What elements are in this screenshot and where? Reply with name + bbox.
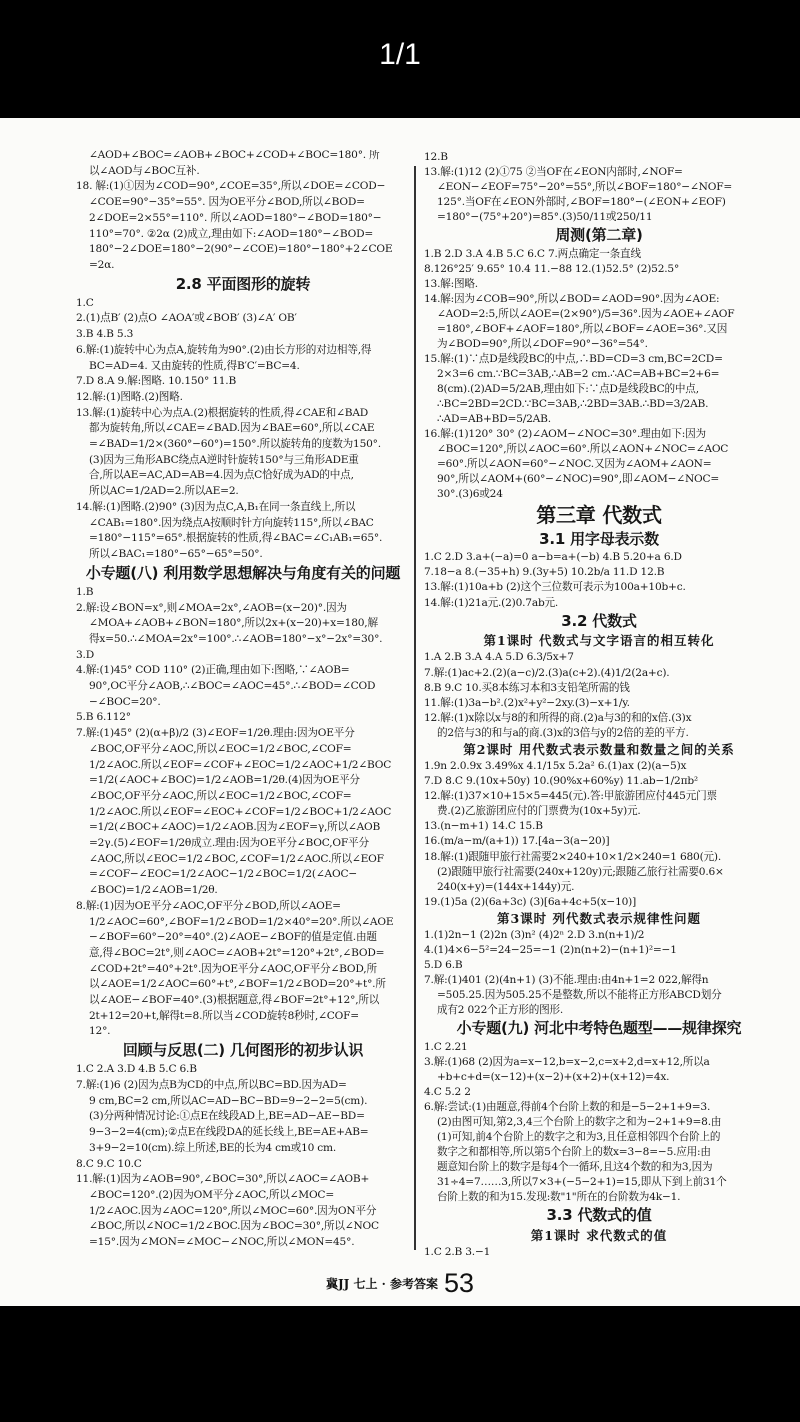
answer-line: ∠AOD+∠BOC=∠AOB+∠BOC+∠COD+∠BOC=180°. 所 [89,150,380,161]
answer-line: ∠EON−∠EOF=75°−20°=55°,所以∠BOF=180°−∠NOF= [437,181,733,194]
answer-line: 4.C 5.2 2 [424,1086,471,1099]
answer-line: 14.解:(1)21a元.(2)0.7ab元. [424,596,559,609]
answer-line: 19.(1)5a (2)(6a+3c) (3)[6a+4c+5(x−10)] [424,895,637,908]
answer-line: 18. 解:(1)①因为∠COD=90°,∠COE=35°,所以∠DOE=∠COD− [76,180,386,193]
answer-line: 1.C 2.21 [424,1040,468,1053]
answer-line: (3)分两种情况讨论:①点E在线段AD上,BE=AD−AE−BD= [89,1110,365,1123]
answer-line: 12°. [89,1025,111,1038]
answer-line: =180°−115°=65°.根据旋转的性质,得∠BAC=∠C₁AB₁=65°. [89,532,383,545]
answer-line: 180°−2∠DOE=180°−2(90°−∠COE)=180°−180°+2∠COE [89,243,393,256]
answer-line: 2×3=6 cm.∵BC=3AB,∴AB=2 cm.∴AC=AB+BC=2+6= [437,368,720,381]
answer-line: 12.解:(1)37×10+15×5=445(元).答:甲旅游团应付445元门票 [424,790,717,803]
answer-line: 7.D 8.A 9.解:图略. 10.150° 11.B [76,375,237,388]
answer-line: ∠BOC=120°.(2)因为OM平分∠AOC,所以∠MOC= [89,1188,335,1201]
section-heading: 3.1 用字母表示数 [539,529,659,548]
answer-line: 2∠DOE=2×55°=110°. 所以∠AOD=180°−∠BOD=180°− [89,211,382,224]
answer-line: 3.解:(1)68 (2)因为a=x−12,b=x−2,c=x+2,d=x+12,所以a [424,1055,710,1068]
answer-line: 为∠BOD=90°,所以∠DOF=90°−36°=54°. [437,337,648,350]
answer-line: 8.126°25′ 9.65° 10.4 11.−88 12.(1)52.5° (2)52.5° [424,262,680,275]
document-page [0,118,800,1306]
answer-line: 90°,所以∠AOM+(60°−∠NOC)=90°,即∠AOM−∠NOC= [437,473,720,486]
answer-line: 14.解:因为∠COB=90°,所以∠BOD=∠AOD=90°.因为∠AOE: [424,292,720,305]
answer-line: 4.(1)4×6−5²=24−25=−1 (2)n(n+2)−(n+1)²=−1 [424,944,677,957]
answer-line: (2)由图可知,第2,3,4三个台阶上的数字之和为−2+1+9=8.由 [437,1116,722,1129]
section-heading: 小专题(九) 河北中考特色题型——规律探究 [456,1019,742,1038]
answer-line: 7.解:(1)401 (2)(4n+1) (3)不能.理由:由4n+1=2 022,解得n [424,974,709,987]
answer-line: 6.解:尝试:(1)由题意,得前4个台阶上数的和是−5−2+1+9=3. [424,1101,711,1114]
section-heading: 回顾与反思(二) 几何图形的初步认识 [122,1041,364,1060]
answer-line: BC=AD=4. 又由旋转的性质,得B′C′=BC=4. [89,359,300,372]
answer-line: 2.解:设∠BON=x°,则∠MOA=2x°,∠AOB=(x−20)°.因为 [76,601,347,614]
page-number: 53 [444,1268,475,1298]
answer-line: 13.解:(1)旋转中心为点A.(2)根据旋转的性质,得∠CAE和∠BAD [76,406,369,419]
answer-line: 题意知台阶上的数字是每4个一循环,且这4个数的和为3,因为 [437,1161,713,1174]
answer-line: 13.(n−m+1) 14.C 15.B [424,820,543,833]
answer-line: =60°.所以∠AON=60°−∠NOC.又因为∠AOM+∠AON= [437,458,712,471]
answer-line: 1.C [76,296,94,309]
answer-line: =1/2(∠BOC+∠AOC)=1/2∠AOB.因为∠EOF=γ,所以∠AOB [89,821,381,834]
answer-line: 以∠AOE−∠BOF=40°.(3)根据题意,得∠BOF=2t°+12°,所以 [89,994,380,1007]
answer-line: 3+9−2=10(cm).综上所述,BE的长为4 cm或10 cm. [89,1141,337,1154]
answer-line: 7.18−a 8.(−35+h) 9.(3y+5) 10.2b/a 11.D 12.B [424,566,665,579]
answer-line: 1.9n 2.0.9x 3.49%x 4.1/15x 5.2a² 6.(1)ax (2)(a−5)x [424,760,687,773]
answer-line: 1.C 2.A 3.D 4.B 5.C 6.B [76,1063,197,1076]
answer-line: 所以∠BAC₁=180°−65°−65°=50°. [89,547,263,560]
answer-line: =180°,∠BOF+∠AOF=180°,所以∠BOF=∠AOE=36°.又因 [437,322,728,335]
footer-label: 冀JJ 七上 · 参考答案 [325,1277,439,1291]
answer-line: 240(x+y)=(144x+144y)元. [437,880,575,893]
answer-line: 12.解:(1)x除以x与8的和所得的商.(2)a与3的和的x倍.(3)x [424,711,692,724]
viewer-top-bar [0,0,800,118]
page-indicator: 1/1 [379,38,421,71]
section-heading: 3.2 代数式 [561,611,637,630]
answer-line: 1.C 2.D 3.a+(−a)=0 a−b=a+(−b) 4.B 5.20+a 6.D [424,551,682,564]
answer-line: 9 cm,BC=2 cm,所以AC=AD−BC−BD=9−2−2=5(cm). [89,1094,368,1107]
answer-line: 得x=50.∴∠MOA=2x°=100°.∴∠AOB=180°−x°−2x°=30°. [89,632,383,645]
answer-line: 16.解:(1)120° 30° (2)∠AOM−∠NOC=30°.理由如下:因为 [424,428,706,441]
answer-line: 8.解:(1)因为OE平分∠AOC,OF平分∠BOD,所以∠AOE= [76,899,341,912]
answer-line: 的2倍与3的和与a的商.(3)x的3倍与y的2倍的差的平方. [437,726,689,739]
answer-line: 125°.当OF在∠EON外部时,∠BOF=180°−(∠EON+∠EOF) [437,196,726,209]
column-divider [414,166,416,1250]
lesson-heading: 第1课时 代数式与文字语言的相互转化 [483,633,715,649]
answer-line: 1.B 2.D 3.A 4.B 5.C 6.C 7.两点确定一条直线 [424,247,641,260]
answer-line: 13.解:图略. [424,277,478,290]
answer-line: 数字之和都相等,所以第5个台阶上的数x=3−8=−5.应用:由 [437,1146,711,1159]
answer-line: 1.(1)2n−1 (2)2n (3)n² (4)2ⁿ 2.D 3.n(n+1)/2 [424,929,645,942]
answer-line: 合,所以AE=AC,AD=AB=4.因为点C恰好成为AD的中点, [89,469,354,482]
answer-line: 7.D 8.C 9.(10x+50y) 10.(90%x+60%y) 11.ab−1/2πb² [424,775,698,788]
answer-line: 11.解:(1)因为∠AOB=90°,∠BOC=30°,所以∠AOC=∠AOB+ [76,1173,370,1186]
answer-line: =2γ.(5)∠EOF=1/2θ成立.理由:因为OE平分∠BOC,OF平分 [89,837,369,850]
answer-line: 所以AC=1/2AD=2.所以AE=2. [89,485,239,498]
answer-line: 2.(1)点B′ (2)点O ∠AOA′或∠BOB′ (3)∠A′ OB′ [76,312,297,325]
answer-line: ∠AOC,所以∠EOC=1/2∠BOC,∠COF=1/2∠AOC.所以∠EOF [89,852,384,865]
lesson-heading: 第2课时 用代数式表示数量和数量之间的关系 [463,741,735,757]
answer-line: 3.B 4.B 5.3 [76,328,134,341]
answer-line: 3.D [76,648,95,661]
answer-line: 以∠AOE=1/2∠AOC=60°+t°,∠BOF=1/2∠BOD=20°+t°.所 [89,978,386,991]
answer-line: 1/2∠AOC=60°,∠BOF=1/2∠BOD=1/2×40°=20°.所以∠AOE [89,915,394,928]
answer-line: 6.解:(1)旋转中心为点A,旋转角为90°.(2)由长方形的对边相等,得 [76,343,372,356]
answer-line: 30°.(3)6或24 [437,488,503,501]
answer-line: 12.B [424,152,448,163]
answer-line: (2)跟随甲旅行社需要(240x+120y)元;跟随乙旅行社需要0.6× [437,865,724,878]
answer-line: =505.25.因为505.25不是整数,所以不能将正方形ABCD划分 [437,989,722,1002]
answer-line: 2t+12=20+t,解得t=8.所以当∠COD旋转8秒时,∠COF= [89,1009,359,1022]
answer-line: 台阶上数的和为15.发现:数"1"所在的台阶数为4k−1. [437,1191,681,1204]
answer-line: 4.解:(1)45° COD 110° (2)正确,理由如下:图略,∵∠AOB= [76,664,350,677]
section-heading: 小专题(八) 利用数学思想解决与角度有关的问题 [85,563,401,582]
answer-line: 1/2∠AOC.所以∠EOF=∠EOC+∠COF=1/2∠BOC+1/2∠AOC [89,805,392,818]
answer-line: 以∠AOD与∠BOC互补. [89,164,200,177]
answer-line: 15.解:(1)∵点D是线段BC的中点,∴BD=CD=3 cm,BC=2CD= [424,353,723,366]
answer-line: 9−3−2=4(cm);②点E在线段DA的延长线上,BE=AE+AB= [89,1126,369,1139]
answer-line: 16.(m/a−m/(a+1)) 17.[4a−3(a−20)] [424,835,610,848]
answer-line: 14.解:(1)图略.(2)90° (3)因为点C,A,B₁在同一条直线上,所以 [76,500,356,513]
right-column [424,152,774,1258]
answer-line: =1/2(∠AOC+∠BOC)=1/2∠AOB=1/2θ.(4)因为OE平分 [89,774,360,787]
answer-line: 1.C 2.B 3.−1 [424,1246,491,1258]
left-column [76,150,410,1248]
answer-line: =2α. [89,258,115,271]
section-heading: 2.8 平面图形的旋转 [175,274,311,293]
answer-line: 1/2∠AOC.因为∠AOC=120°,所以∠MOC=60°.因为ON平分 [89,1204,377,1217]
answer-line: 成有2 022个正方形的图形. [437,1004,564,1017]
answer-line: ∠BOC,OF平分∠AOC,所以∠EOC=1/2∠BOC,∠COF= [89,742,352,755]
answer-line: 意,得∠BOC=2t°,则∠AOC=∠AOB+2t°=120°+2t°,∠BOD= [89,946,385,959]
answer-line: 31÷4=7……3,所以7×3+(−5−2+1)=15,即从下到上前31个 [437,1176,727,1189]
answer-line: =15°.因为∠MON=∠MOC−∠NOC,所以∠MON=45°. [89,1236,355,1248]
answer-line: 8.B 9.C 10.买8本练习本和3支铅笔所需的钱 [424,681,630,694]
lesson-heading: 第3课时 列代数式表示规律性问题 [496,910,702,926]
page-footer [0,1268,800,1299]
answer-line: +b+c+d=(x−12)+(x−2)+(x+2)+(x+12)=4x. [437,1070,670,1083]
answer-line: ∠BOC,OF平分∠AOC,所以∠EOC=1/2∠BOC,∠COF= [89,789,352,802]
answer-line: 5.B 6.112° [76,711,131,724]
answer-line: =∠COF−∠EOC=1/2∠AOC−1/2∠BOC=1/2(∠AOC− [89,868,358,881]
answer-line: 1/2∠AOC.所以∠EOF=∠COF+∠EOC=1/2∠AOC+1/2∠BOC [89,758,392,771]
answer-line: 7.解:(1)ac+2.(2)(a−c)/2.(3)a(c+2).(4)1/2(2a+c). [424,666,670,679]
answer-line: ∴BC=2BD=2CD.∵BC=3AB,∴2BD=3AB.∴BD=3/2AB. [437,398,709,411]
answer-line: −∠BOC=20°. [89,695,161,708]
answer-line: ∠CAB₁=180°.因为绕点A按顺时针方向旋转115°,所以∠BAC [89,516,374,529]
answer-line: ∴AD=AB+BD=5/2AB. [437,413,551,426]
answer-line: ∠AOD=2:5,所以∠AOE=(2×90°)/5=36°.因为∠AOE+∠AOF [437,307,735,320]
answer-line: ∠BOC)=1/2∠AOB=1/2θ. [89,884,218,897]
answer-line: 11.解:(1)3a−b².(2)x²+y²−2xy.(3)−x+1/y. [424,696,630,709]
answer-line: ∠BOC=120°,所以∠AOC=60°.所以∠AON+∠NOC=∠AOC [437,443,729,456]
answer-line: 5.D 6.B [424,959,463,972]
answer-line: ∠COD+2t°=40°+2t°.因为OE平分∠AOC,OF平分∠BOD,所 [89,962,377,975]
answer-line: ∠COE=90°−35°=55°. 因为OE平分∠BOD,所以∠BOD= [89,196,365,209]
answer-line: ∠MOA+∠AOB+∠BON=180°,所以2x+(x−20)+x=180,解 [89,617,378,630]
answer-line: 8.C 9.C 10.C [76,1157,142,1170]
answer-line: 13.解:(1)12 (2)①75 ②当OF在∠EON内部时,∠NOF= [424,166,683,179]
answer-line: 都为旋转角,所以∠CAE=∠BAD.因为∠BAE=60°,所以∠CAE [89,422,375,435]
answer-line: 8(cm).(2)AD=5/2AB,理由如下:∵点D是线段BC的中点, [437,383,699,396]
answer-line: 1.B [76,585,94,598]
lesson-heading: 第1课时 求代数式的值 [530,1227,668,1243]
answer-line: 1.A 2.B 3.A 4.A 5.D 6.3/5x+7 [424,651,574,664]
answer-line: 12.解:(1)图略.(2)图略. [76,390,183,403]
answer-line: 7.解:(1)45° (2)(α+β)/2 (3)∠EOF=1/2θ.理由:因为OE平分 [76,727,355,740]
answer-line: −∠BOF=60°−20°=40°.(2)∠AOE−∠BOF的值是定值.由题 [89,931,377,944]
answer-line: ∠BOC,所以∠NOC=1/2∠BOC.因为∠BOC=30°,所以∠NOC [89,1220,379,1233]
answer-line: 13.解:(1)10a+b (2)这个三位数可表示为100a+10b+c. [424,581,686,594]
answer-line: (1)可知,前4个台阶上的数字之和为3,且任意相邻四个台阶上的 [437,1131,721,1144]
answer-line: 费.(2)乙旅游团应付的门票费为(10x+5y)元. [437,805,641,818]
section-heading: 周测(第二章) [555,226,643,245]
section-heading: 3.3 代数式的值 [546,1206,652,1225]
answer-line: 18.解:(1)跟随甲旅行社需要2×240+10×1/2×240=1 680(元). [424,850,722,863]
answer-line: 110°=70°. ②2α (2)成立,理由如下:∠AOD=180°−∠BOD= [89,227,374,240]
chapter-heading: 第三章 代数式 [536,503,662,528]
answer-line: =∠BAD=1/2×(360°−60°)=150°.所以旋转角的度数为150°. [89,438,381,451]
answer-line: (3)因为三角形ABC绕点A逆时针旋转150°与三角形ADE重 [89,453,359,466]
answer-line: 90°,OC平分∠AOB,∴∠BOC=∠AOC=45°.∴∠BOD=∠COD [89,680,376,693]
answer-line: =180°−(75°+20°)=85°.(3)50/11或250/11 [437,211,653,224]
answer-line: 7.解:(1)6 (2)因为点B为CD的中点,所以BC=BD.因为AD= [76,1079,347,1091]
